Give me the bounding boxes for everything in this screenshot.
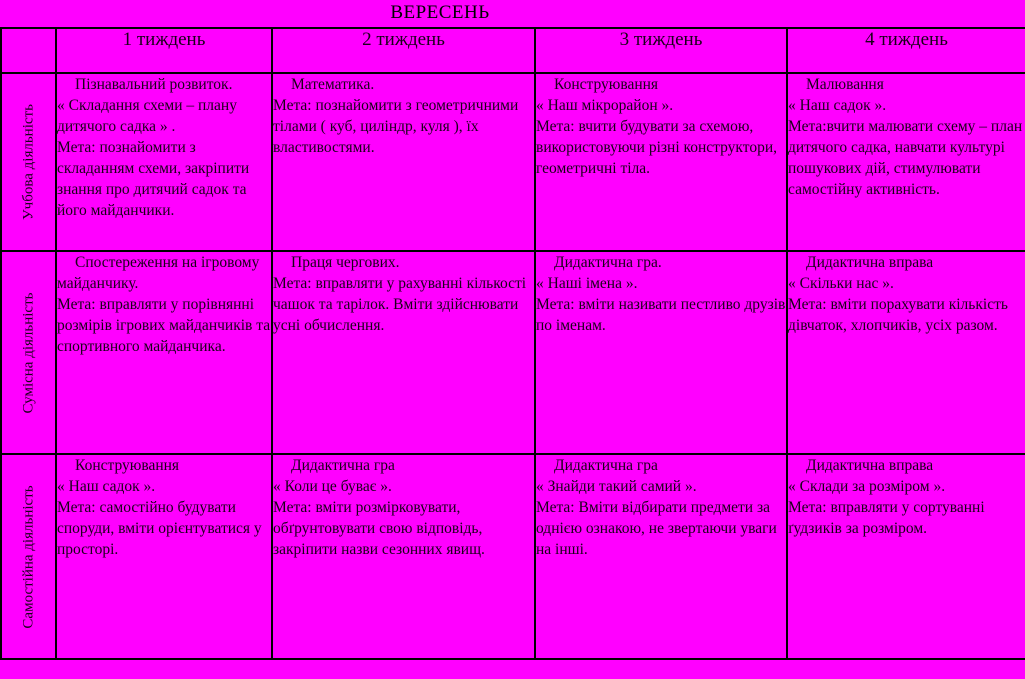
activity-goal: Мета: познайомити з складанням схеми, закріпити знання про дитячий садок та його майданчики.: [57, 139, 250, 220]
activity-goal: Мета: вправляти у порівнянні розмірів ігрових майданчиків та спортивного майданчика.: [57, 295, 271, 355]
row-label-cell: [1, 454, 56, 659]
activity-name: Конструювання: [554, 76, 659, 94]
table-row: [1, 251, 1025, 455]
activity-cell: [535, 454, 787, 659]
activity-name: Дидактична вправа: [806, 253, 934, 271]
activity-name: Пізнавальний розвиток.: [75, 76, 233, 94]
activity-cell: [535, 73, 787, 250]
activity-cell: [272, 73, 535, 250]
week-header: 3 тиждень: [535, 28, 787, 73]
activity-topic: « Наші імена ».: [536, 274, 638, 292]
row-label: Учбова діяльність: [20, 104, 36, 220]
row-label-cell: [1, 73, 56, 250]
activity-name: Спостереження на ігровому майданчику.: [57, 253, 260, 292]
row-label: Сумісна діяльність: [20, 292, 36, 414]
activity-name: Дидактична вправа: [806, 457, 934, 475]
activity-cell: [272, 454, 535, 659]
activity-goal: Мета: вправляти у рахуванні кількості чашок та тарілок. Вміти здійснювати усні обчислення.: [273, 274, 527, 334]
activity-topic: « Наш мікрорайон ».: [536, 97, 674, 115]
activity-goal: Мета: вправляти у сортуванні ґудзиків за розміром.: [788, 499, 985, 538]
activity-cell: [535, 251, 787, 455]
week-header: 2 тиждень: [272, 28, 535, 73]
activity-topic: « Складання схеми – плану дитячого садка » .: [57, 97, 237, 136]
row-label-cell: [1, 251, 56, 455]
activity-name: Математика.: [291, 76, 375, 94]
row-label: Самостійна діяльність: [20, 485, 36, 629]
activity-goal: Мета: вміти називати пестливо друзів по іменам.: [536, 295, 786, 334]
activity-goal: Мета: вміти порахувати кількість дівчаток, хлопчиків, усіх разом.: [788, 295, 1008, 334]
corner-cell: [1, 28, 56, 73]
activity-topic: « Знайди такий самий ».: [536, 478, 697, 496]
activity-cell: [787, 251, 1025, 455]
activity-name: Праця чергових.: [291, 253, 400, 271]
activity-topic: « Скільки нас ».: [788, 274, 894, 292]
activity-cell: [787, 73, 1025, 250]
activity-cell: [787, 454, 1025, 659]
activity-goal: Мета: самостійно будувати споруди, вміти орієнтуватися у просторі.: [57, 499, 262, 559]
table-row: [1, 73, 1025, 250]
header-row: [1, 28, 1025, 73]
activity-cell: [56, 73, 272, 250]
week-header: 4 тиждень: [787, 28, 1025, 73]
activity-cell: [56, 251, 272, 455]
activity-goal: Мета:вчити малювати схему – план дитячого садка, навчати культурі пошукових дій, стимулювати самостійну активність.: [788, 118, 1023, 199]
activity-cell: [272, 251, 535, 455]
activity-topic: « Коли це буває ».: [273, 478, 392, 496]
plan-table: [0, 27, 1025, 660]
activity-topic: « Склади за розміром ».: [788, 478, 946, 496]
activity-topic: « Наш садок ».: [57, 478, 156, 496]
activity-goal: Мета: вміти розмірковувати, обґрунтовувати свою відповідь, закріпити назви сезонних явищ.: [273, 499, 485, 559]
activity-cell: [56, 454, 272, 659]
page-title: ВЕРЕСЕНЬ: [390, 2, 490, 23]
activity-goal: Мета: вчити будувати за схемою, використовуючи різні конструктори, геометричні тіла.: [536, 118, 777, 178]
activity-topic: « Наш садок ».: [788, 97, 887, 115]
activity-goal: Мета: Вміти відбирати предмети за однією ознакою, не звертаючи уваги на інші.: [536, 499, 777, 559]
activity-name: Дидактична гра: [554, 457, 658, 475]
activity-name: Конструювання: [75, 457, 180, 475]
activity-name: Дидактична гра: [291, 457, 395, 475]
activity-name: Дидактична гра.: [554, 253, 662, 271]
activity-goal: Мета: познайомити з геометричними тілами ( куб, циліндр, куля ), їх властивостями.: [273, 97, 519, 157]
week-header: 1 тиждень: [56, 28, 272, 73]
activity-name: Малювання: [806, 76, 884, 94]
table-row: [1, 454, 1025, 659]
